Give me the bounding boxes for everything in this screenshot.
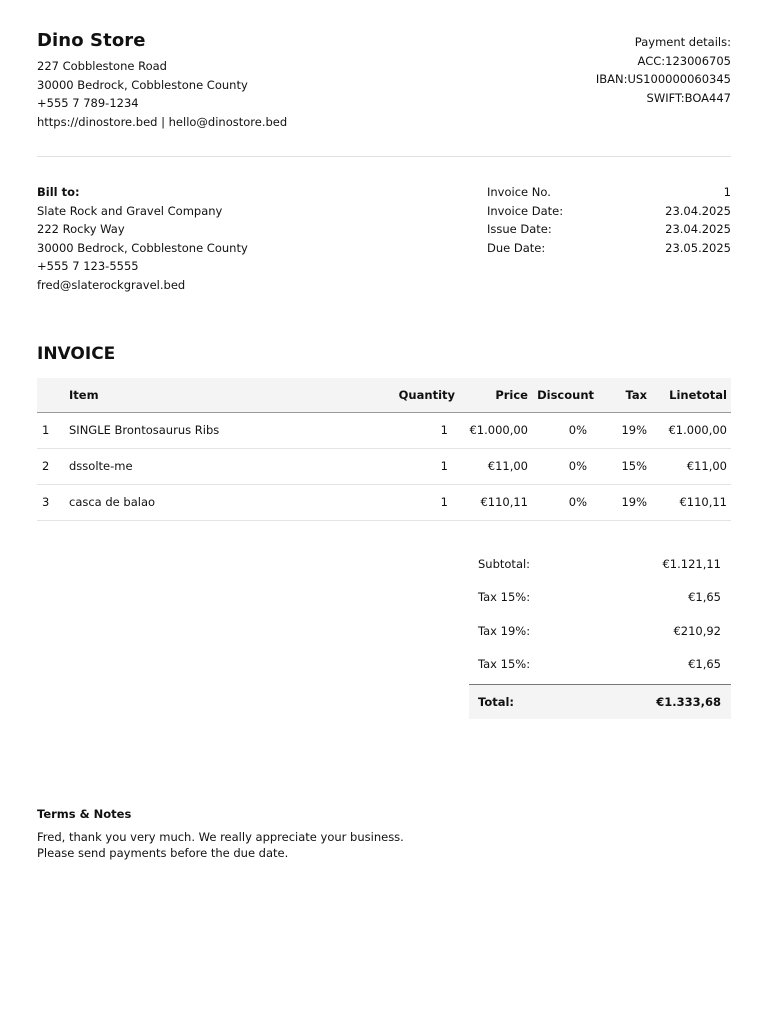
- tax-value: €1,65: [688, 657, 721, 671]
- bill-to-address-line-1: 222 Rocky Way: [37, 222, 125, 236]
- meta-label: Due Date:: [487, 240, 546, 255]
- bill-to-address-line-2: 30000 Bedrock, Cobblestone County: [37, 240, 248, 255]
- terms-section: [37, 807, 731, 862]
- meta-value: 23.04.2025: [665, 203, 731, 218]
- row-discount: 0%: [532, 448, 598, 484]
- row-item: casca de balao: [65, 484, 371, 520]
- col-header-price: Price: [459, 378, 532, 412]
- tax-row: [469, 615, 731, 649]
- row-number: 2: [37, 448, 65, 484]
- row-price: €1.000,00: [459, 412, 532, 448]
- meta-invoice-no: [487, 183, 731, 202]
- row-quantity: 1: [371, 412, 459, 448]
- grand-total-value: €1.333,68: [656, 694, 721, 709]
- meta-value: 1: [723, 185, 731, 199]
- table-header-row: [37, 378, 731, 412]
- meta-label: Issue Date:: [487, 222, 552, 236]
- meta-value: 23.05.2025: [665, 240, 731, 255]
- meta-label: Invoice Date:: [487, 203, 564, 218]
- subtotal-value: €1.121,11: [662, 556, 721, 571]
- tax-label: Tax 15%:: [478, 590, 531, 604]
- invoice-meta: [487, 183, 731, 294]
- header-divider: [37, 156, 731, 157]
- row-tax: 19%: [598, 412, 651, 448]
- row-number: 1: [37, 412, 65, 448]
- col-header-linetotal: Linetotal: [651, 378, 731, 412]
- col-header-item: Item: [65, 378, 371, 412]
- row-price: €11,00: [459, 448, 532, 484]
- tax-value: €1,65: [688, 590, 721, 604]
- subtotal-label: Subtotal:: [478, 556, 531, 571]
- meta-due-date: [487, 239, 731, 258]
- table-row: [37, 448, 731, 484]
- meta-issue-date: [487, 220, 731, 239]
- row-number: 3: [37, 484, 65, 520]
- row-discount: 0%: [532, 412, 598, 448]
- row-item: SINGLE Brontosaurus Ribs: [65, 412, 371, 448]
- tax-value: €210,92: [673, 623, 721, 638]
- col-header-discount: Discount: [532, 378, 598, 412]
- totals-section: [469, 548, 731, 719]
- invoice-page: [37, 30, 731, 862]
- tax-row: [469, 581, 731, 615]
- terms-line-2: Please send payments before the due date.: [37, 846, 289, 860]
- seller-address-line-2: 30000 Bedrock, Cobblestone County: [37, 77, 248, 92]
- terms-line-1: Fred, thank you very much. We really appreciate your business.: [37, 829, 404, 844]
- store-name: Dino Store: [37, 30, 146, 51]
- row-linetotal: €110,11: [651, 484, 731, 520]
- subtotal-row: [469, 548, 731, 582]
- seller-info: [37, 30, 287, 131]
- bill-to: [37, 183, 248, 294]
- table-row: [37, 412, 731, 448]
- seller-phone: +555 7 789-1234: [37, 96, 139, 110]
- row-quantity: 1: [371, 484, 459, 520]
- meta-label: Invoice No.: [487, 185, 551, 199]
- items-table: [37, 378, 731, 521]
- col-header-number: [37, 378, 65, 412]
- invoice-title: INVOICE: [37, 344, 116, 364]
- bill-to-email: fred@slaterockgravel.bed: [37, 277, 186, 292]
- bill-to-company: Slate Rock and Gravel Company: [37, 203, 223, 218]
- row-discount: 0%: [532, 484, 598, 520]
- row-tax: 19%: [598, 484, 651, 520]
- seller-web-email: https://dinostore.bed | hello@dinostore.bed: [37, 114, 288, 129]
- row-linetotal: €11,00: [651, 448, 731, 484]
- col-header-quantity: Quantity: [371, 378, 459, 412]
- invoice-header: [37, 30, 731, 131]
- bill-to-label: Bill to:: [37, 185, 80, 199]
- tax-label: Tax 19%:: [478, 623, 531, 638]
- payment-iban: IBAN:US100000060345: [595, 72, 731, 86]
- payment-details: [596, 30, 731, 131]
- row-tax: 15%: [598, 448, 651, 484]
- table-row: [37, 484, 731, 520]
- bill-to-phone: +555 7 123-5555: [37, 259, 139, 273]
- row-item: dssolte-me: [65, 448, 371, 484]
- seller-address-line-1: 227 Cobblestone Road: [37, 59, 167, 73]
- tax-row: [469, 648, 731, 682]
- col-header-tax: Tax: [598, 378, 651, 412]
- row-price: €110,11: [459, 484, 532, 520]
- billing-section: [37, 183, 731, 294]
- payment-acc: ACC:123006705: [637, 53, 731, 68]
- payment-details-title: Payment details:: [634, 35, 731, 49]
- tax-label: Tax 15%:: [478, 657, 531, 671]
- row-linetotal: €1.000,00: [651, 412, 731, 448]
- grand-total-row: [469, 684, 731, 719]
- meta-invoice-date: [487, 202, 731, 221]
- grand-total-label: Total:: [478, 694, 515, 709]
- terms-title: Terms & Notes: [37, 806, 132, 821]
- payment-swift: SWIFT:BOA447: [646, 90, 731, 105]
- row-quantity: 1: [371, 448, 459, 484]
- meta-value: 23.04.2025: [665, 222, 731, 236]
